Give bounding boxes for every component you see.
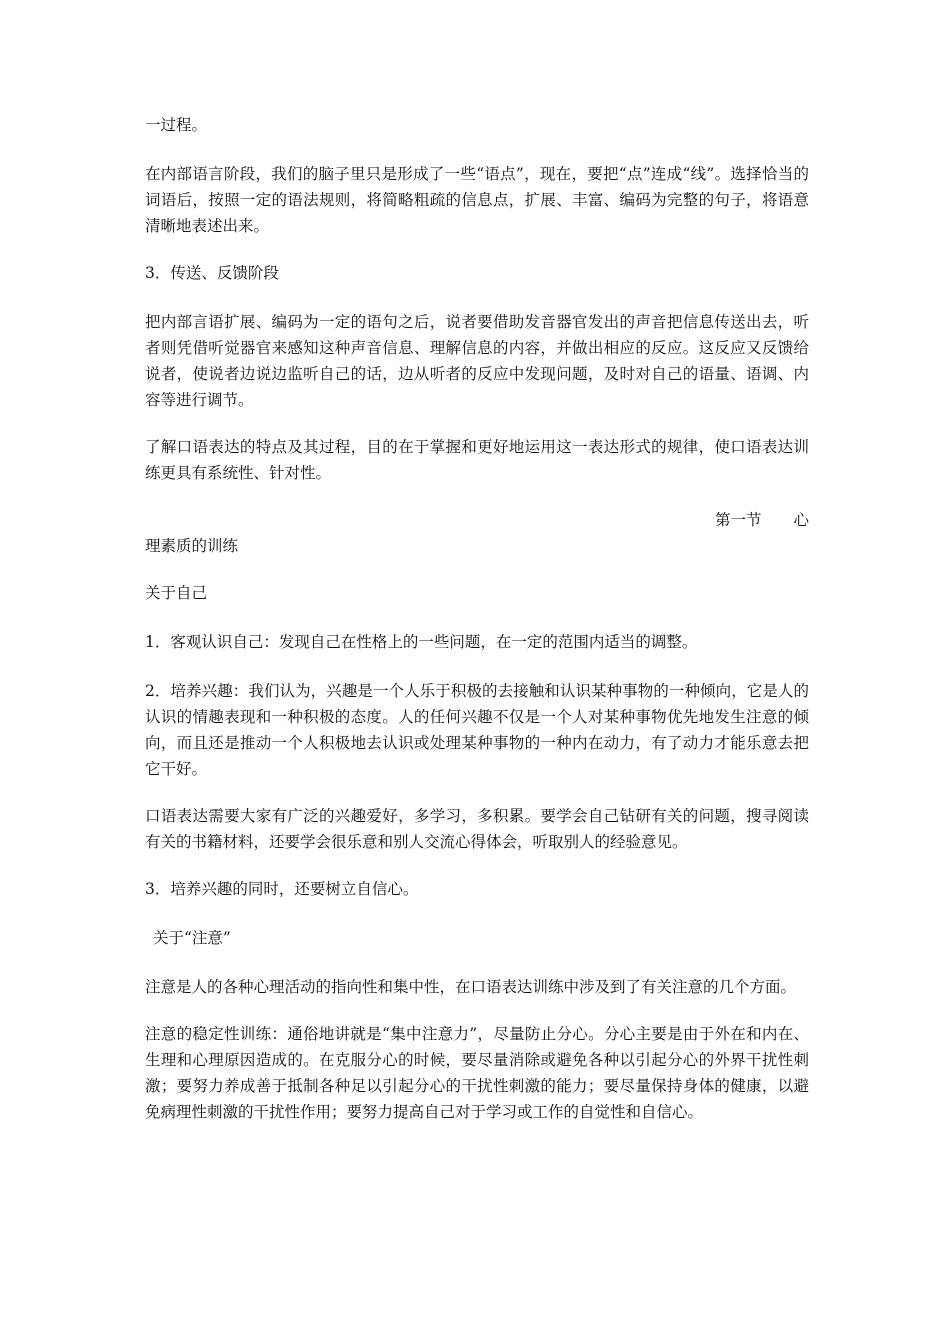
paragraph-9: 口语表达需要大家有广泛的兴趣爱好，多学习，多积累。要学会自己钻研有关的问题，搜寻阅读有关的书籍材料，还要学会很乐意和别人交流心得体会，听取别人的经验意见。 [145,807,809,851]
paragraph-1: 一过程。 [145,116,208,134]
section-heading-transmission: 3．传送、反馈阶段 [145,264,279,282]
paragraph-4: 把内部言语扩展、编码为一定的语句之后，说者要借助发音器官发出的声音把信息传送出去，听者则凭借听觉器官来感知这种声音信息、理解信息的内容，并做出相应的反应。这反应又反馈给说者，使说者边说边监听自己的话，边从听者的反应中发现问题，及时对自己的语量、语调、内容等进行调节。 [145,313,809,409]
document-page [145,112,809,1146]
paragraph-12: 注意是人的各种心理活动的指向性和集中性，在口语表达训练中涉及到了有关注意的几个方面。 [145,978,797,996]
paragraph-7: 1．客观认识自己：发现自己在性格上的一些问题，在一定的范围内适当的调整。 [145,633,698,651]
paragraph-10: 3．培养兴趣的同时，还要树立自信心。 [145,880,419,898]
paragraph-13: 注意的稳定性训练：通俗地讲就是“集中注意力”，尽量防止分心。分心主要是由于外在和内在、生理和心理原因造成的。在克服分心的时候，要尽量消除或避免各种以引起分心的外界干扰性刺激；要努力养成善于抵制各种足以引起分心的干扰性刺激的能力；要尽量保持身体的健康，以避免病理性刺激的干扰性作用；要努力提高自己对于学习或工作的自觉性和自信心。 [145,1025,809,1121]
subheading-about-attention: 关于“注意” [153,929,231,947]
paragraph-5: 了解口语表达的特点及其过程，目的在于掌握和更好地运用这一表达形式的规律，使口语表达训练更具有系统性、针对性。 [145,438,809,482]
section-heading [145,507,809,533]
section-heading-title-start: 心 [793,511,809,529]
section-heading-number: 第一节 [714,511,762,529]
subheading-about-self: 关于自己 [145,584,208,602]
paragraph-2: 在内部语言阶段，我们的脑子里只是形成了一些“语点”，现在，要把“点”连成“线”。选择恰当的词语后，按照一定的语法规则，将简略粗疏的信息点，扩展、丰富、编码为完整的句子，将语意清晰地表述出来。 [145,165,809,235]
section-heading-continuation: 理素质的训练 [145,537,239,555]
paragraph-8: 2．培养兴趣：我们认为，兴趣是一个人乐于积极的去接触和认识某种事物的一种倾向，它是人的认识的情趣表现和一种积极的态度。人的任何兴趣不仅是一个人对某种事物优先地发生注意的倾向，而且还是推动一个人积极地去认识或处理某种事物的一种内在动力，有了动力才能乐意去把它干好。 [145,682,809,778]
